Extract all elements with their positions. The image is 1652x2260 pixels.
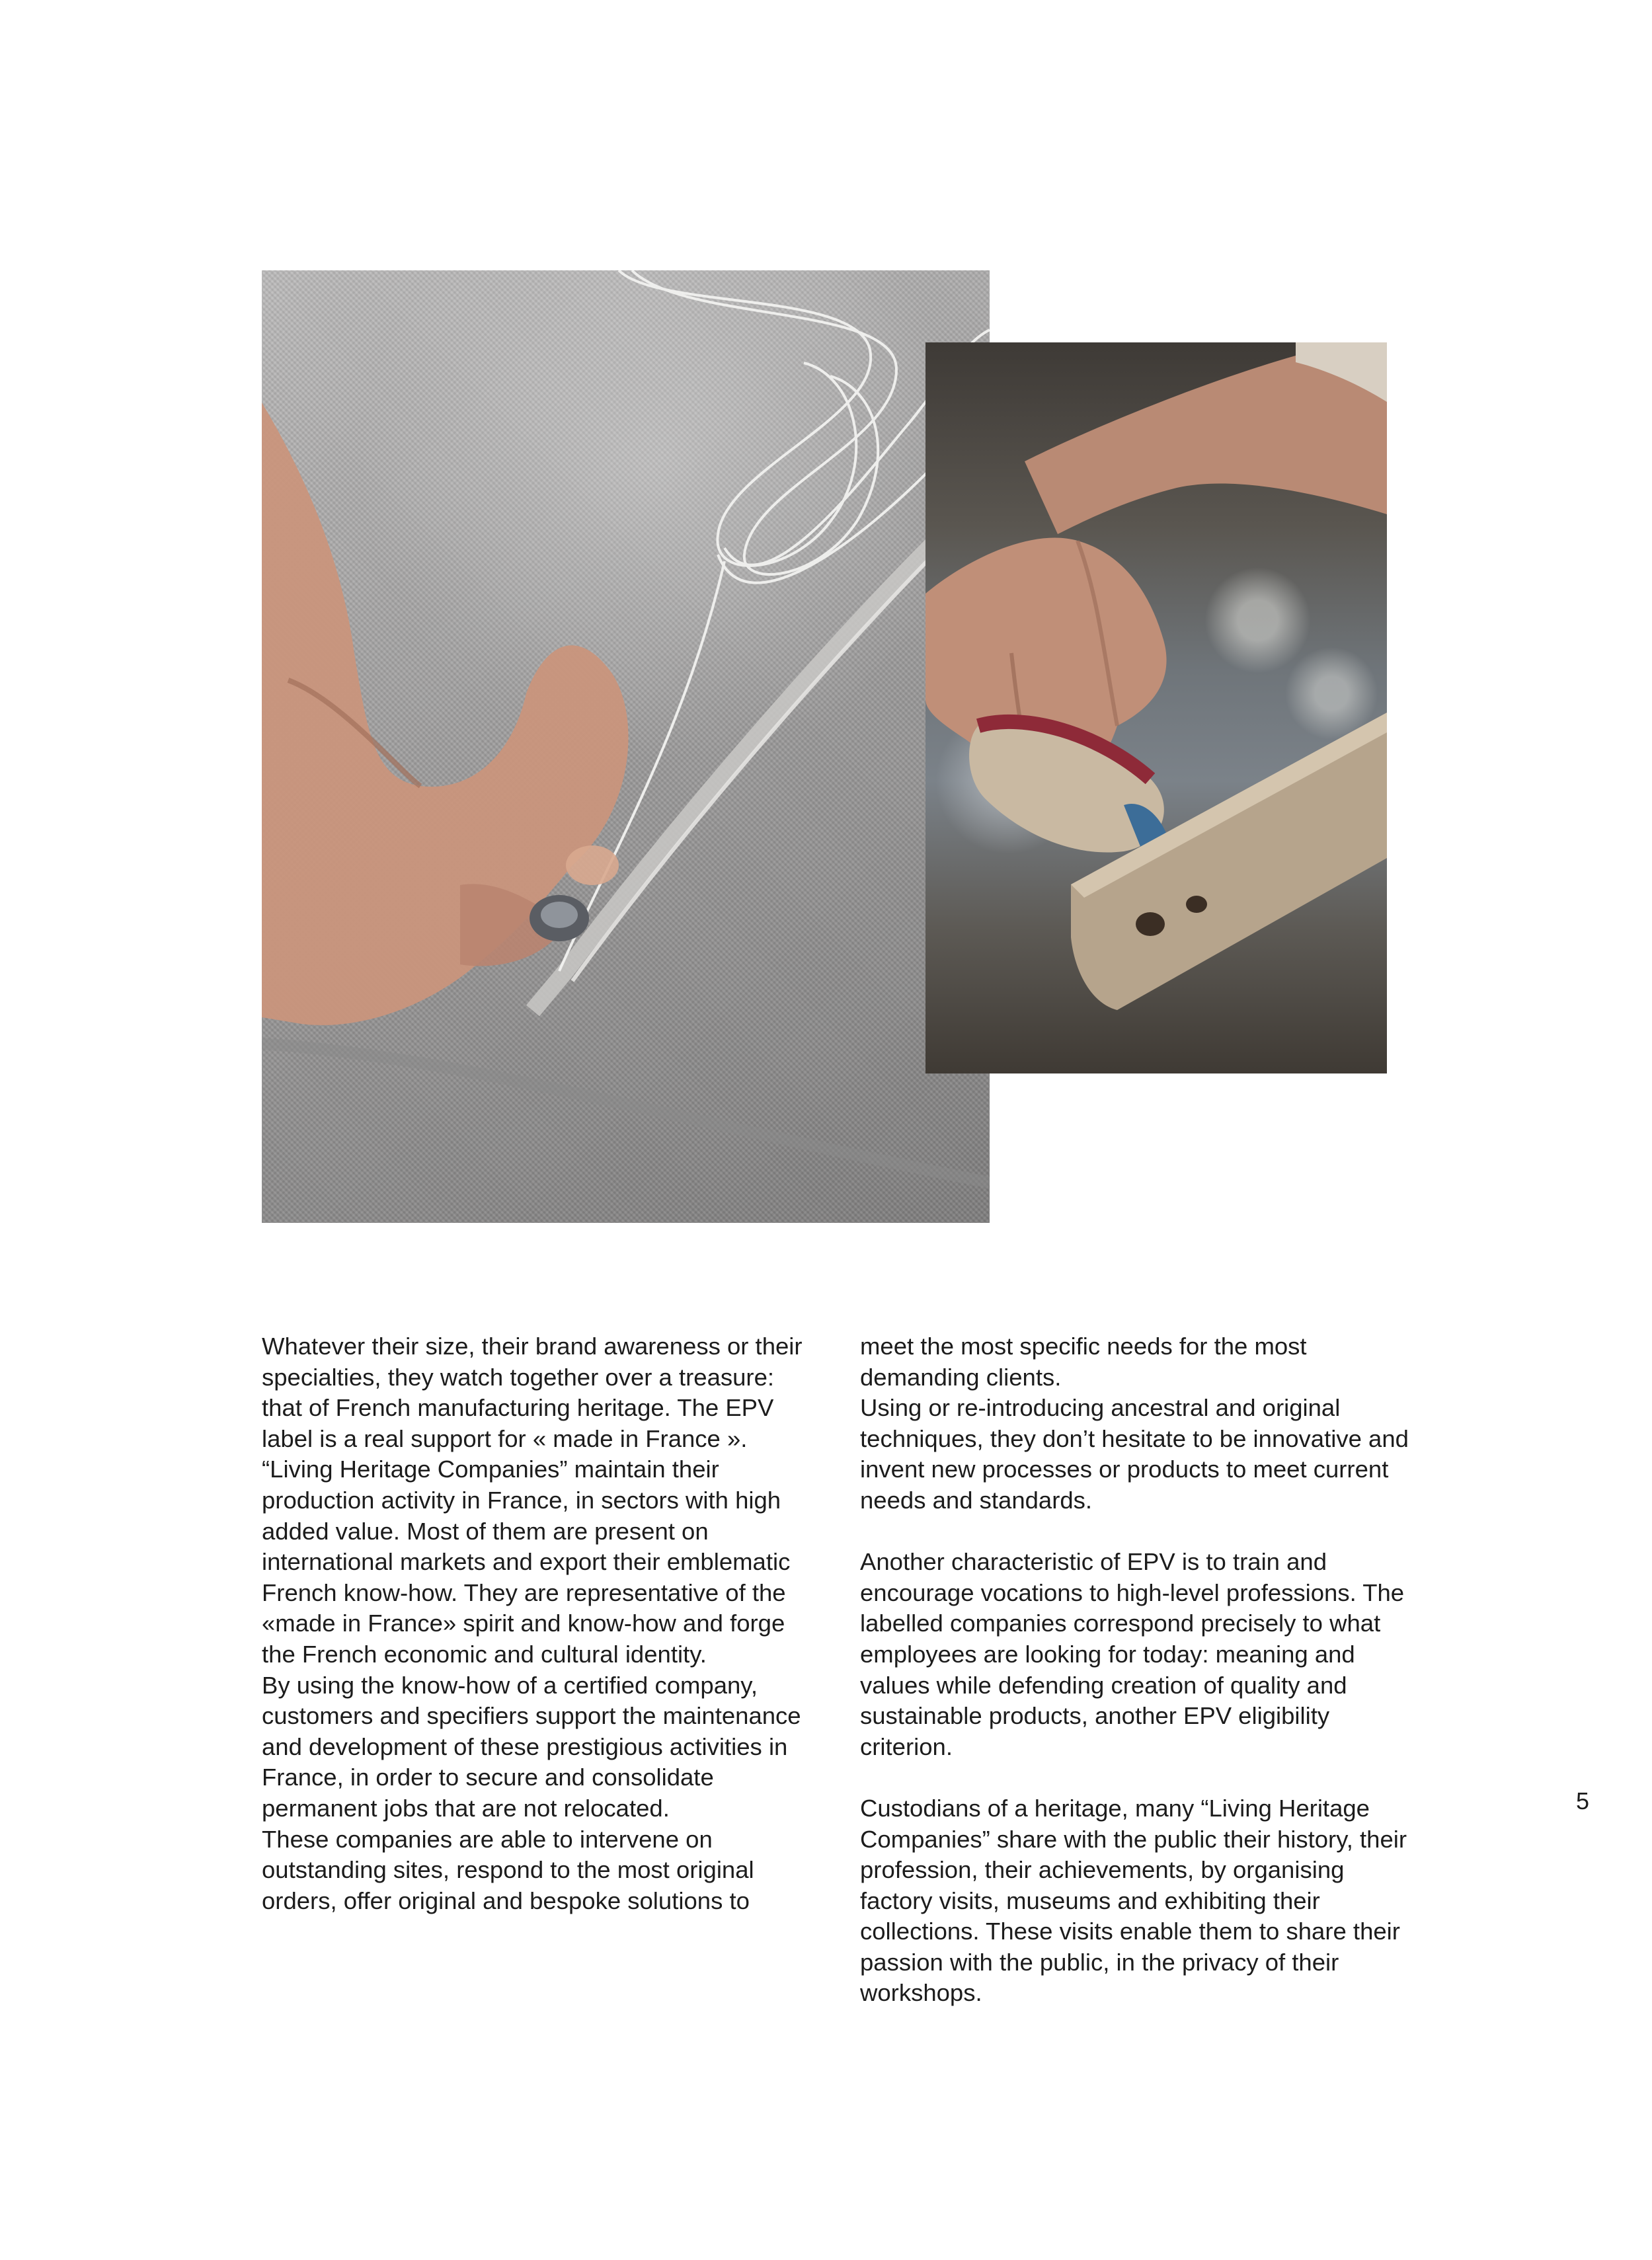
paragraph: These companies are able to intervene on outstanding sites, respond to the most original orders, offer original and bespoke solutions to	[262, 1825, 754, 1914]
paragraph: By using the know-how of a certified company, customers and specifiers support the maintenance and development of these prestigious activities in France, in order to secure and consolidate permanent jobs that are not relocated.	[262, 1671, 801, 1822]
page-number: 5	[1576, 1787, 1590, 1814]
body-text-right-column	[860, 1331, 1415, 2009]
upholstery-stitching-photo	[262, 270, 990, 1223]
paragraph: “Living Heritage Companies” maintain their production activity in France, in sectors with high added value. Most of them are present on international markets and export their emblematic French know-how. They are representative of the «made in France» spirit and know-how and forge the French economic and cultural identity.	[262, 1456, 791, 1668]
paragraph: meet the most specific needs for the most demanding clients.	[860, 1333, 1307, 1391]
body-text-left-column	[262, 1331, 817, 1916]
paragraph: Whatever their size, their brand awareness or their specialties, they watch together over a treasure: that of French manufacturing heritage. The EPV label is a real support for « made in France ».	[262, 1333, 803, 1452]
paragraph: Another characteristic of EPV is to train and encourage vocations to high-level professions. The labelled companies correspond precisely to what employees are looking for today: meaning and values while defending creation of quality and sustainable products, another EPV eligibility criterion.	[860, 1548, 1405, 1760]
upholstery-illustration	[262, 270, 990, 1223]
paragraph: Using or re-introducing ancestral and original techniques, they don’t hesitate to be innovative and invent new processes or products to meet current needs and standards.	[860, 1394, 1409, 1514]
sanding-illustration	[925, 342, 1387, 1073]
wood-sanding-photo	[925, 342, 1387, 1073]
paragraph: Custodians of a heritage, many “Living Heritage Companies” share with the public their history, their profession, their achievements, by organising factory visits, museums and exhibiting their collections. These visits enable them to share their passion with the public, in the privacy of their workshops.	[860, 1794, 1407, 2007]
